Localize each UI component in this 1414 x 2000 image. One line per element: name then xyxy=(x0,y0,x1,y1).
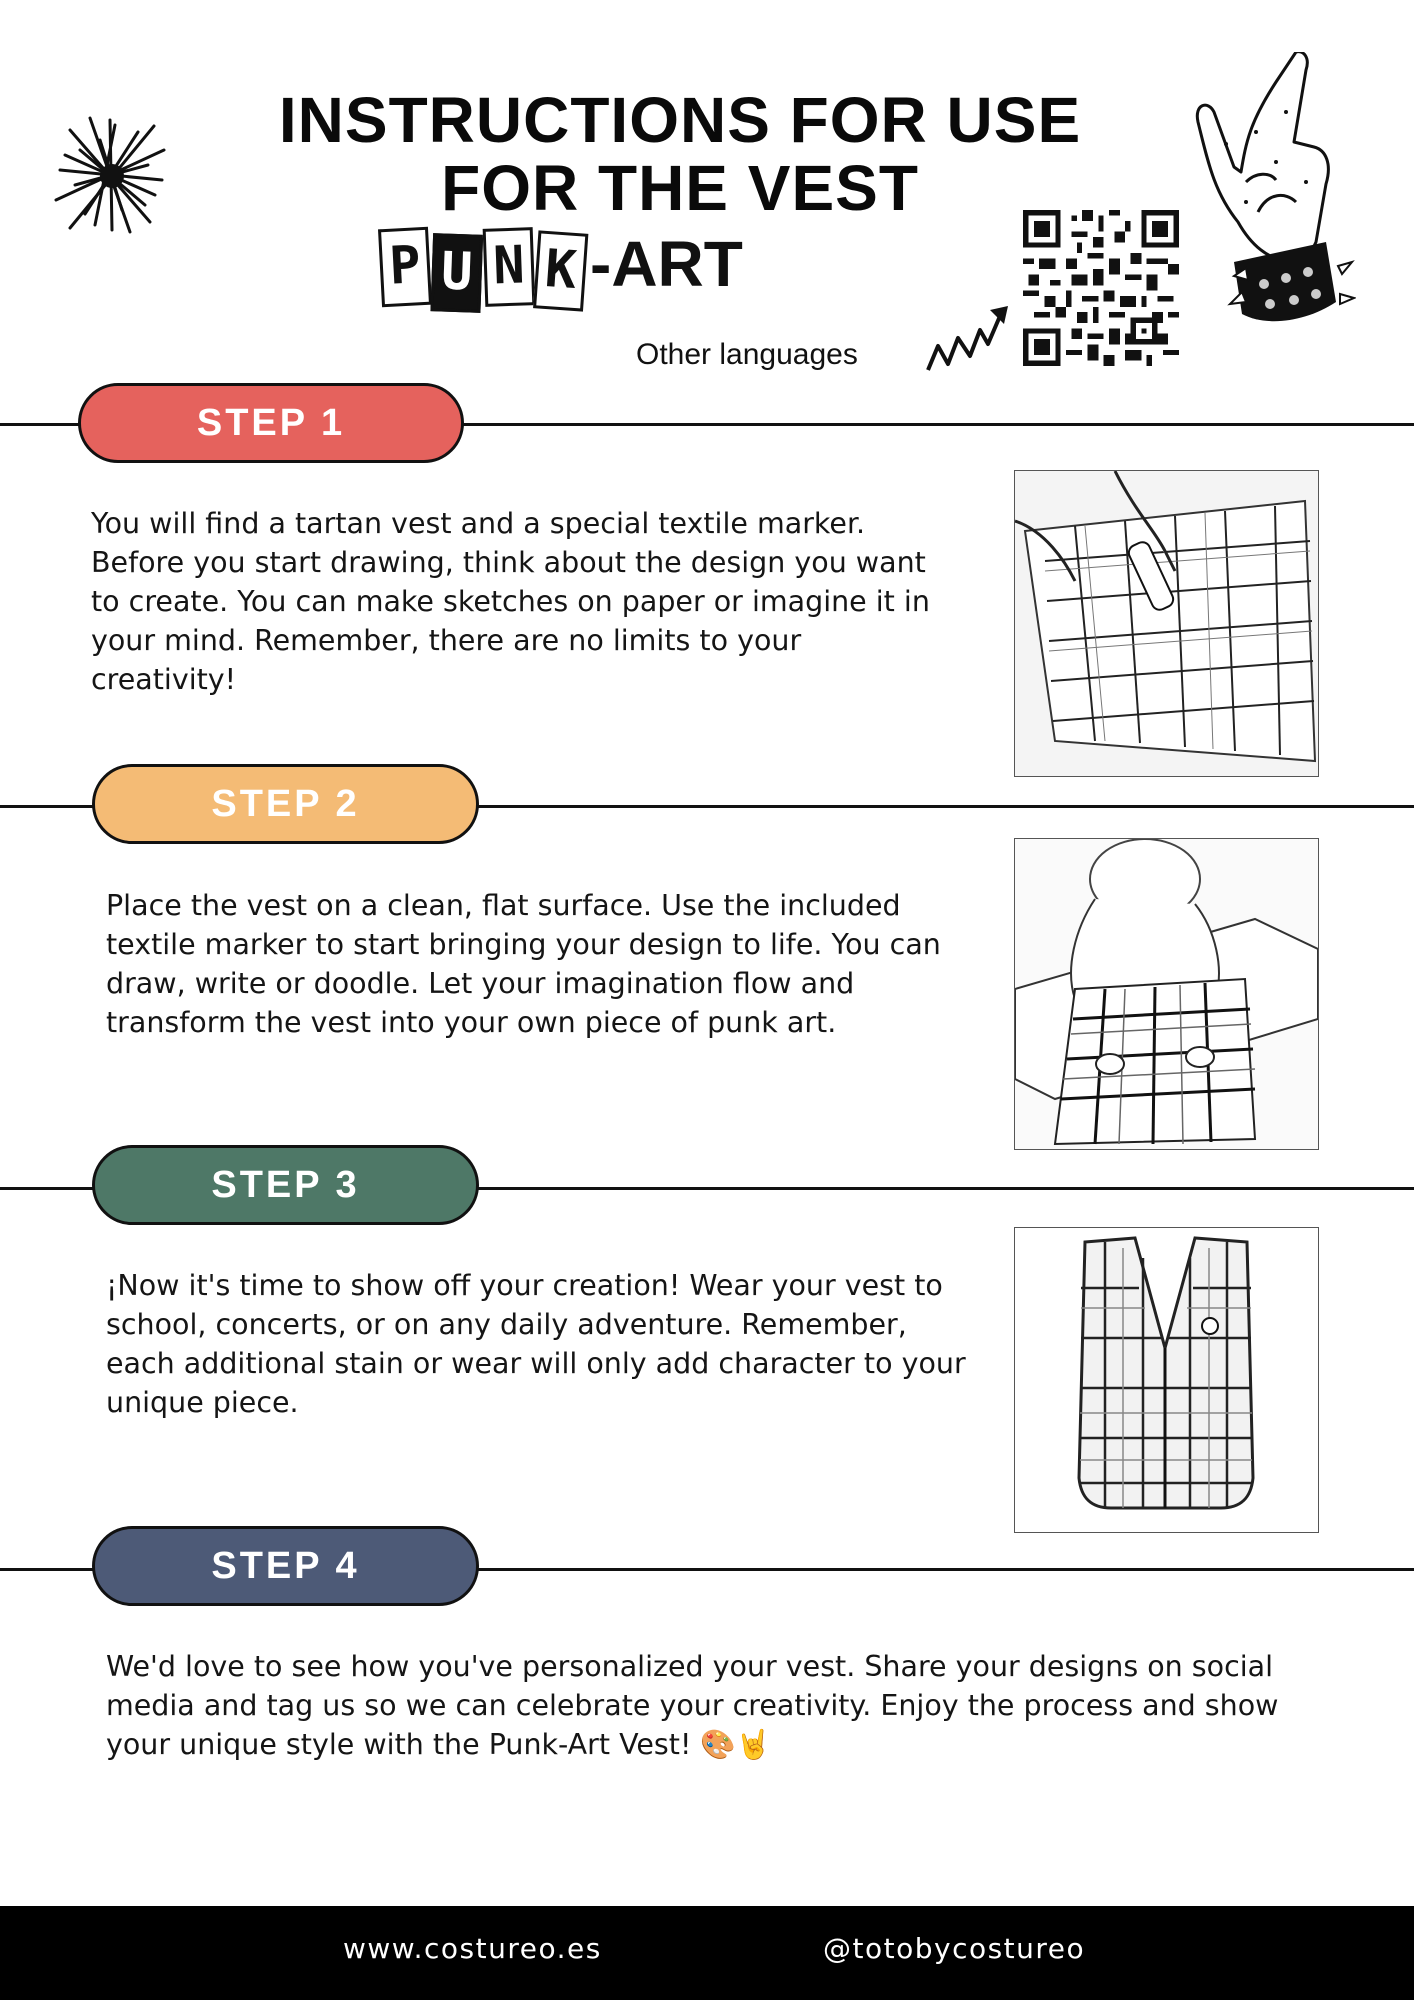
qr-code-icon[interactable] xyxy=(1023,210,1179,366)
child-drawing-image xyxy=(1015,839,1318,1149)
punk-letter: P xyxy=(378,227,432,308)
title-line-2: FOR THE VEST xyxy=(441,152,919,224)
punk-art-logo xyxy=(380,228,743,318)
step-4-label: STEP 4 xyxy=(92,1526,479,1606)
step-2-text: Place the vest on a clean, flat surface. Use the included textile marker to start bringing your design to life. You can draw, write or doodle. Let your imagination flow and transform the vest into your own piece of punk art. xyxy=(106,889,941,1039)
step-3-text: ¡Now it's time to show off your creation! Wear your vest to school, concerts, or on any daily adventure. Remember, each additional stain or wear will only add character to your unique piece. xyxy=(106,1269,966,1419)
step-2-photo xyxy=(1014,838,1319,1150)
step-1-label: STEP 1 xyxy=(78,383,464,463)
zigzag-arrow-icon xyxy=(924,300,1010,376)
step-3-label: STEP 3 xyxy=(92,1145,479,1225)
step-3-photo xyxy=(1014,1227,1319,1533)
step-1-photo xyxy=(1014,470,1319,777)
step-1-text: You will find a tartan vest and a special textile marker. Before you start drawing, think about the design you want to create. You can make sketches on paper or imagine it in your mind. Remember, there are no limits to your creativity! xyxy=(91,507,930,696)
page-title xyxy=(150,86,1210,222)
art-word: -ART xyxy=(590,228,743,300)
vest-image xyxy=(1015,1228,1318,1532)
footer xyxy=(0,1906,1414,2000)
punk-letter: K xyxy=(533,230,588,311)
website-link[interactable]: www.costureo.es xyxy=(343,1932,602,1965)
step-4-text: We'd love to see how you've personalized your vest. Share your designs on social media and tag us so we can celebrate your creativity. Enjoy the process and show your unique style with the Punk-Art Vest! 🎨🤘 xyxy=(106,1650,1279,1761)
social-handle-link[interactable]: @totobycostureo xyxy=(823,1932,1086,1965)
vest-drawing-image xyxy=(1015,471,1318,776)
punk-letter: N xyxy=(483,227,536,307)
other-languages-label: Other languages xyxy=(636,338,858,371)
rock-hand-icon xyxy=(1186,52,1356,347)
step-2-label: STEP 2 xyxy=(92,764,479,844)
punk-ransom-letters xyxy=(380,228,586,306)
title-line-1: INSTRUCTIONS FOR USE xyxy=(278,84,1082,156)
punk-letter: U xyxy=(430,233,483,313)
